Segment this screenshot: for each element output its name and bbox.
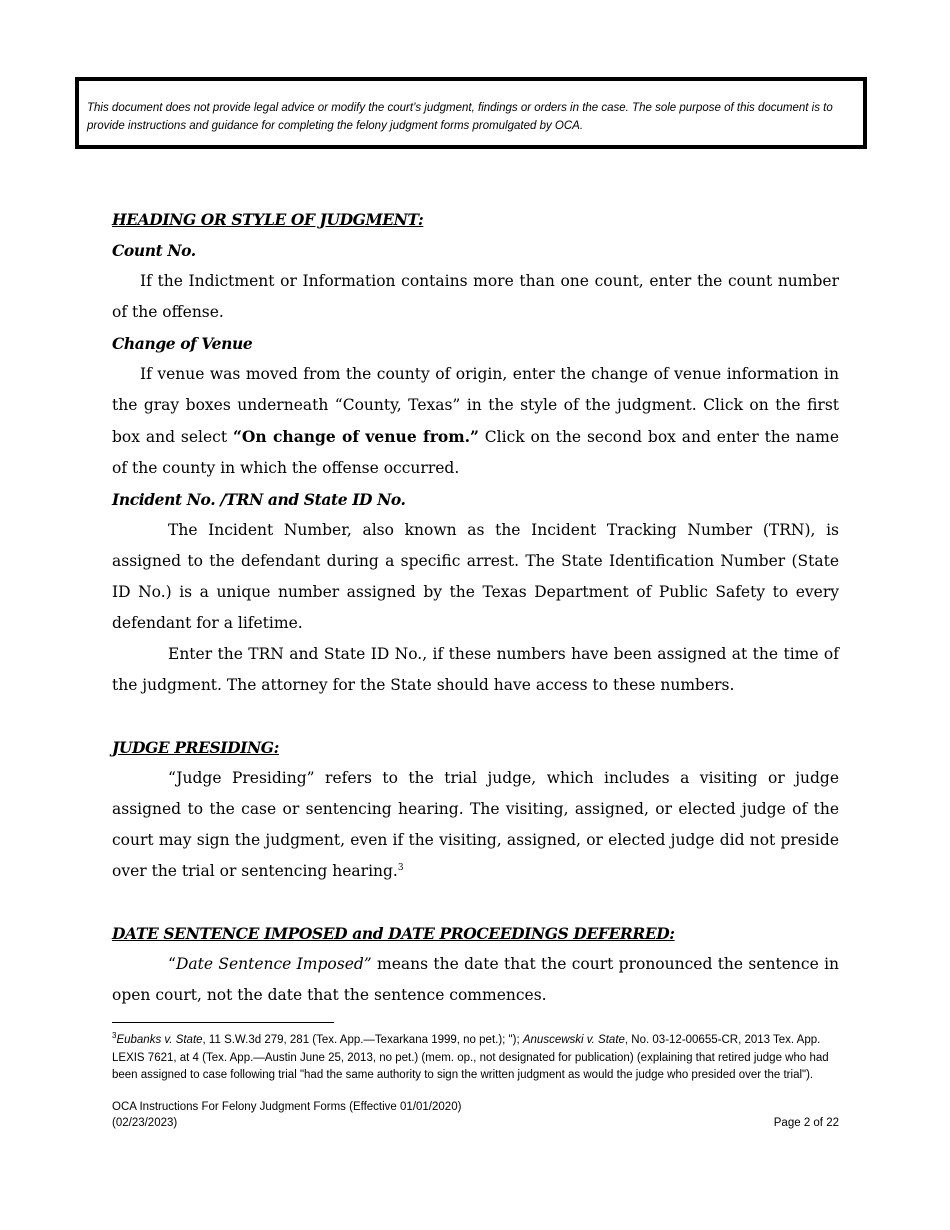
disclaimer-text: This document does not provide legal advice or modify the court’s judgment, findings or orders in the case. The sole purpose of this document is to provide instructions and guidance for completing the felony judgment forms promulgated by OCA.	[87, 102, 833, 132]
footnote-ref[interactable]: 3	[397, 862, 404, 873]
paragraph-incident: The Incident Number, also known as the Incident Tracking Number (TRN), is assigned to the defendant during a specific arrest. The State Identification Number (State ID No.) is a unique number assigned by the Texas Department of Public Safety to every defendant for a lifetime.	[112, 521, 839, 632]
footer-title: OCA Instructions For Felony Judgment Forms (Effective 01/01/2020)	[112, 1101, 462, 1113]
footnote-case-2: Anuscewski v. State	[522, 1034, 625, 1046]
disclaimer-box	[75, 77, 867, 149]
footer-date: (02/23/2023)	[112, 1116, 178, 1129]
paragraph-incident-enter: Enter the TRN and State ID No., if these numbers have been assigned at the time of the judgment. The attorney for the State should have access to these numbers.	[112, 645, 839, 694]
footnote-case-1: Eubanks v. State	[116, 1034, 203, 1046]
page-number: Page 2 of 22	[773, 1116, 839, 1129]
footnote: $^3$Eubanks v. State, 11 S.W.3d 279, 281 (Tex. App.—Texarkana 1999, no pet.); "); Anuscewski v. State, No. 03-12-00655-CR, 2013 Tex. App. LEXIS 7621, at 4 (Tex. App.—Austin June 25, 2013, no pet.) (mem. op., not designated for publication) (explaining that retired judge who had been assigned to case following trial "had the same authority to sign the written judgment as would the judge who presided over the trial").	[112, 1031, 829, 1081]
venue-option-text: “On change of venue from.”	[232, 427, 479, 446]
page-footer	[112, 1100, 839, 1131]
section-heading-style: HEADING OR STYLE OF JUDGMENT:	[112, 210, 424, 229]
paragraph-count: If the Indictment or Information contains more than one count, enter the count number of the offense.	[112, 272, 839, 321]
document-body	[112, 204, 839, 1011]
footnote-number: 3	[112, 1031, 117, 1041]
paragraph-venue: If venue was moved from the county of origin, enter the change of venue information in the gray boxes underneath “County, Texas” in the style of the judgment. Click on the first box and select “On change of venue from.” Click on the second box and enter the name of the county in which the offense occurred.	[112, 365, 840, 477]
paragraph-judge: “Judge Presiding” refers to the trial judge, which includes a visiting or judge assigned to the case or sentencing hearing. The visiting, assigned, or elected judge of the court may sign the judgment, even if the visiting, assigned, or elected judge did not preside over the trial or sentencing hearing.$^3$	[112, 769, 839, 880]
paragraph-date: “Date Sentence Imposed” means the date that the court pronounced the sentence in open court, not the date that the sentence commences.	[112, 955, 840, 1004]
section-heading-date: DATE SENTENCE IMPOSED and DATE PROCEEDINGS DEFERRED:	[112, 924, 675, 943]
section-heading-judge: JUDGE PRESIDING:	[112, 738, 279, 757]
subheading-incident: Incident No. /TRN and State ID No.	[112, 490, 406, 509]
subheading-venue: Change of Venue	[112, 334, 253, 353]
footnote-divider	[112, 1022, 334, 1023]
subheading-count: Count No.	[112, 241, 196, 260]
